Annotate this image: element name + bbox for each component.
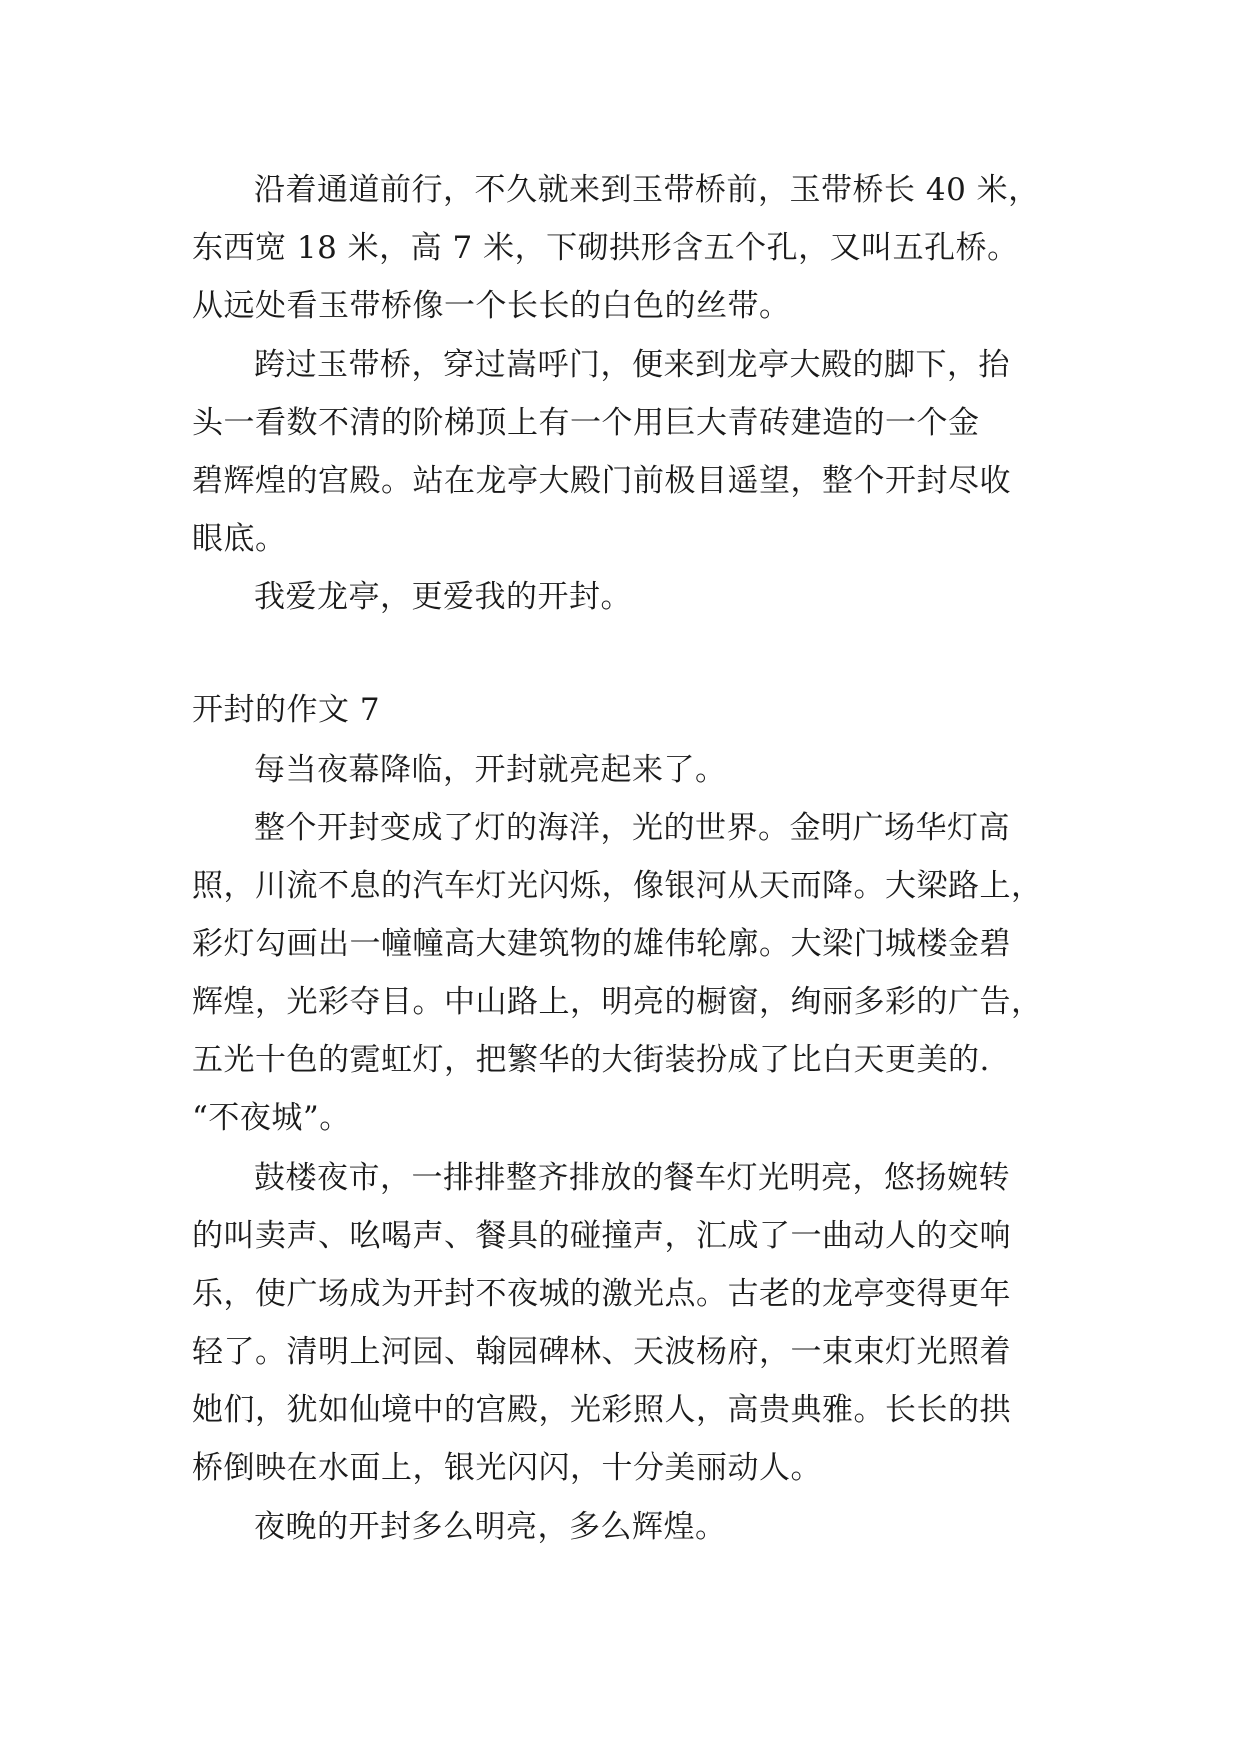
paragraph-nightfall: 每当夜幕降临，开封就亮起来了。 <box>254 752 727 788</box>
text-line: 彩灯勾画出一幢幢高大建筑物的雄伟轮廓。大梁门城楼金碧 <box>192 926 1011 962</box>
text-line: 照，川流不息的汽车灯光闪烁，像银河从天而降。大梁路上， <box>192 868 1043 904</box>
text-line: 头一看数不清的阶梯顶上有一个用巨大青砖建造的一个金 <box>192 405 980 441</box>
text-line: 轻了。清明上河园、翰园碑林、天波杨府，一束束灯光照着 <box>192 1334 1011 1370</box>
text-line: 桥倒映在水面上，银光闪闪，十分美丽动人。 <box>192 1450 822 1486</box>
text-line: “不夜城”。 <box>192 1100 351 1136</box>
text-line: 从远处看玉带桥像一个长长的白色的丝带。 <box>192 288 791 324</box>
text-line: 她们，犹如仙境中的宫殿，光彩照人，高贵典雅。长长的拱 <box>192 1392 1011 1428</box>
paragraph-bright-night: 夜晚的开封多么明亮，多么辉煌。 <box>254 1509 727 1545</box>
text-line: 辉煌，光彩夺目。中山路上，明亮的橱窗，绚丽多彩的广告， <box>192 984 1043 1020</box>
text-line: 沿着通道前行，不久就来到玉带桥前，玉带桥长 40 米， <box>254 172 1040 208</box>
text-line: 东西宽 18 米，高 7 米，下砌拱形含五个孔，又叫五孔桥。 <box>192 230 1019 266</box>
essay-title: 开封的作文 7 <box>192 692 381 728</box>
text-line: 碧辉煌的宫殿。站在龙亭大殿门前极目遥望，整个开封尽收 <box>192 463 1011 499</box>
text-line: 五光十色的霓虹灯，把繁华的大街装扮成了比白天更美的. <box>192 1042 990 1078</box>
text-line: 眼底。 <box>192 521 287 557</box>
text-line: 跨过玉带桥，穿过嵩呼门，便来到龙亭大殿的脚下，抬 <box>254 347 1010 383</box>
text-line: 整个开封变成了灯的海洋，光的世界。金明广场华灯高 <box>254 810 1010 846</box>
text-line: 乐，使广场成为开封不夜城的激光点。古老的龙亭变得更年 <box>192 1276 1011 1312</box>
text-line: 的叫卖声、吆喝声、餐具的碰撞声，汇成了一曲动人的交响 <box>192 1218 1011 1254</box>
text-line: 鼓楼夜市，一排排整齐排放的餐车灯光明亮，悠扬婉转 <box>254 1160 1010 1196</box>
paragraph-love-kaifeng: 我爱龙亭，更爱我的开封。 <box>254 579 632 615</box>
